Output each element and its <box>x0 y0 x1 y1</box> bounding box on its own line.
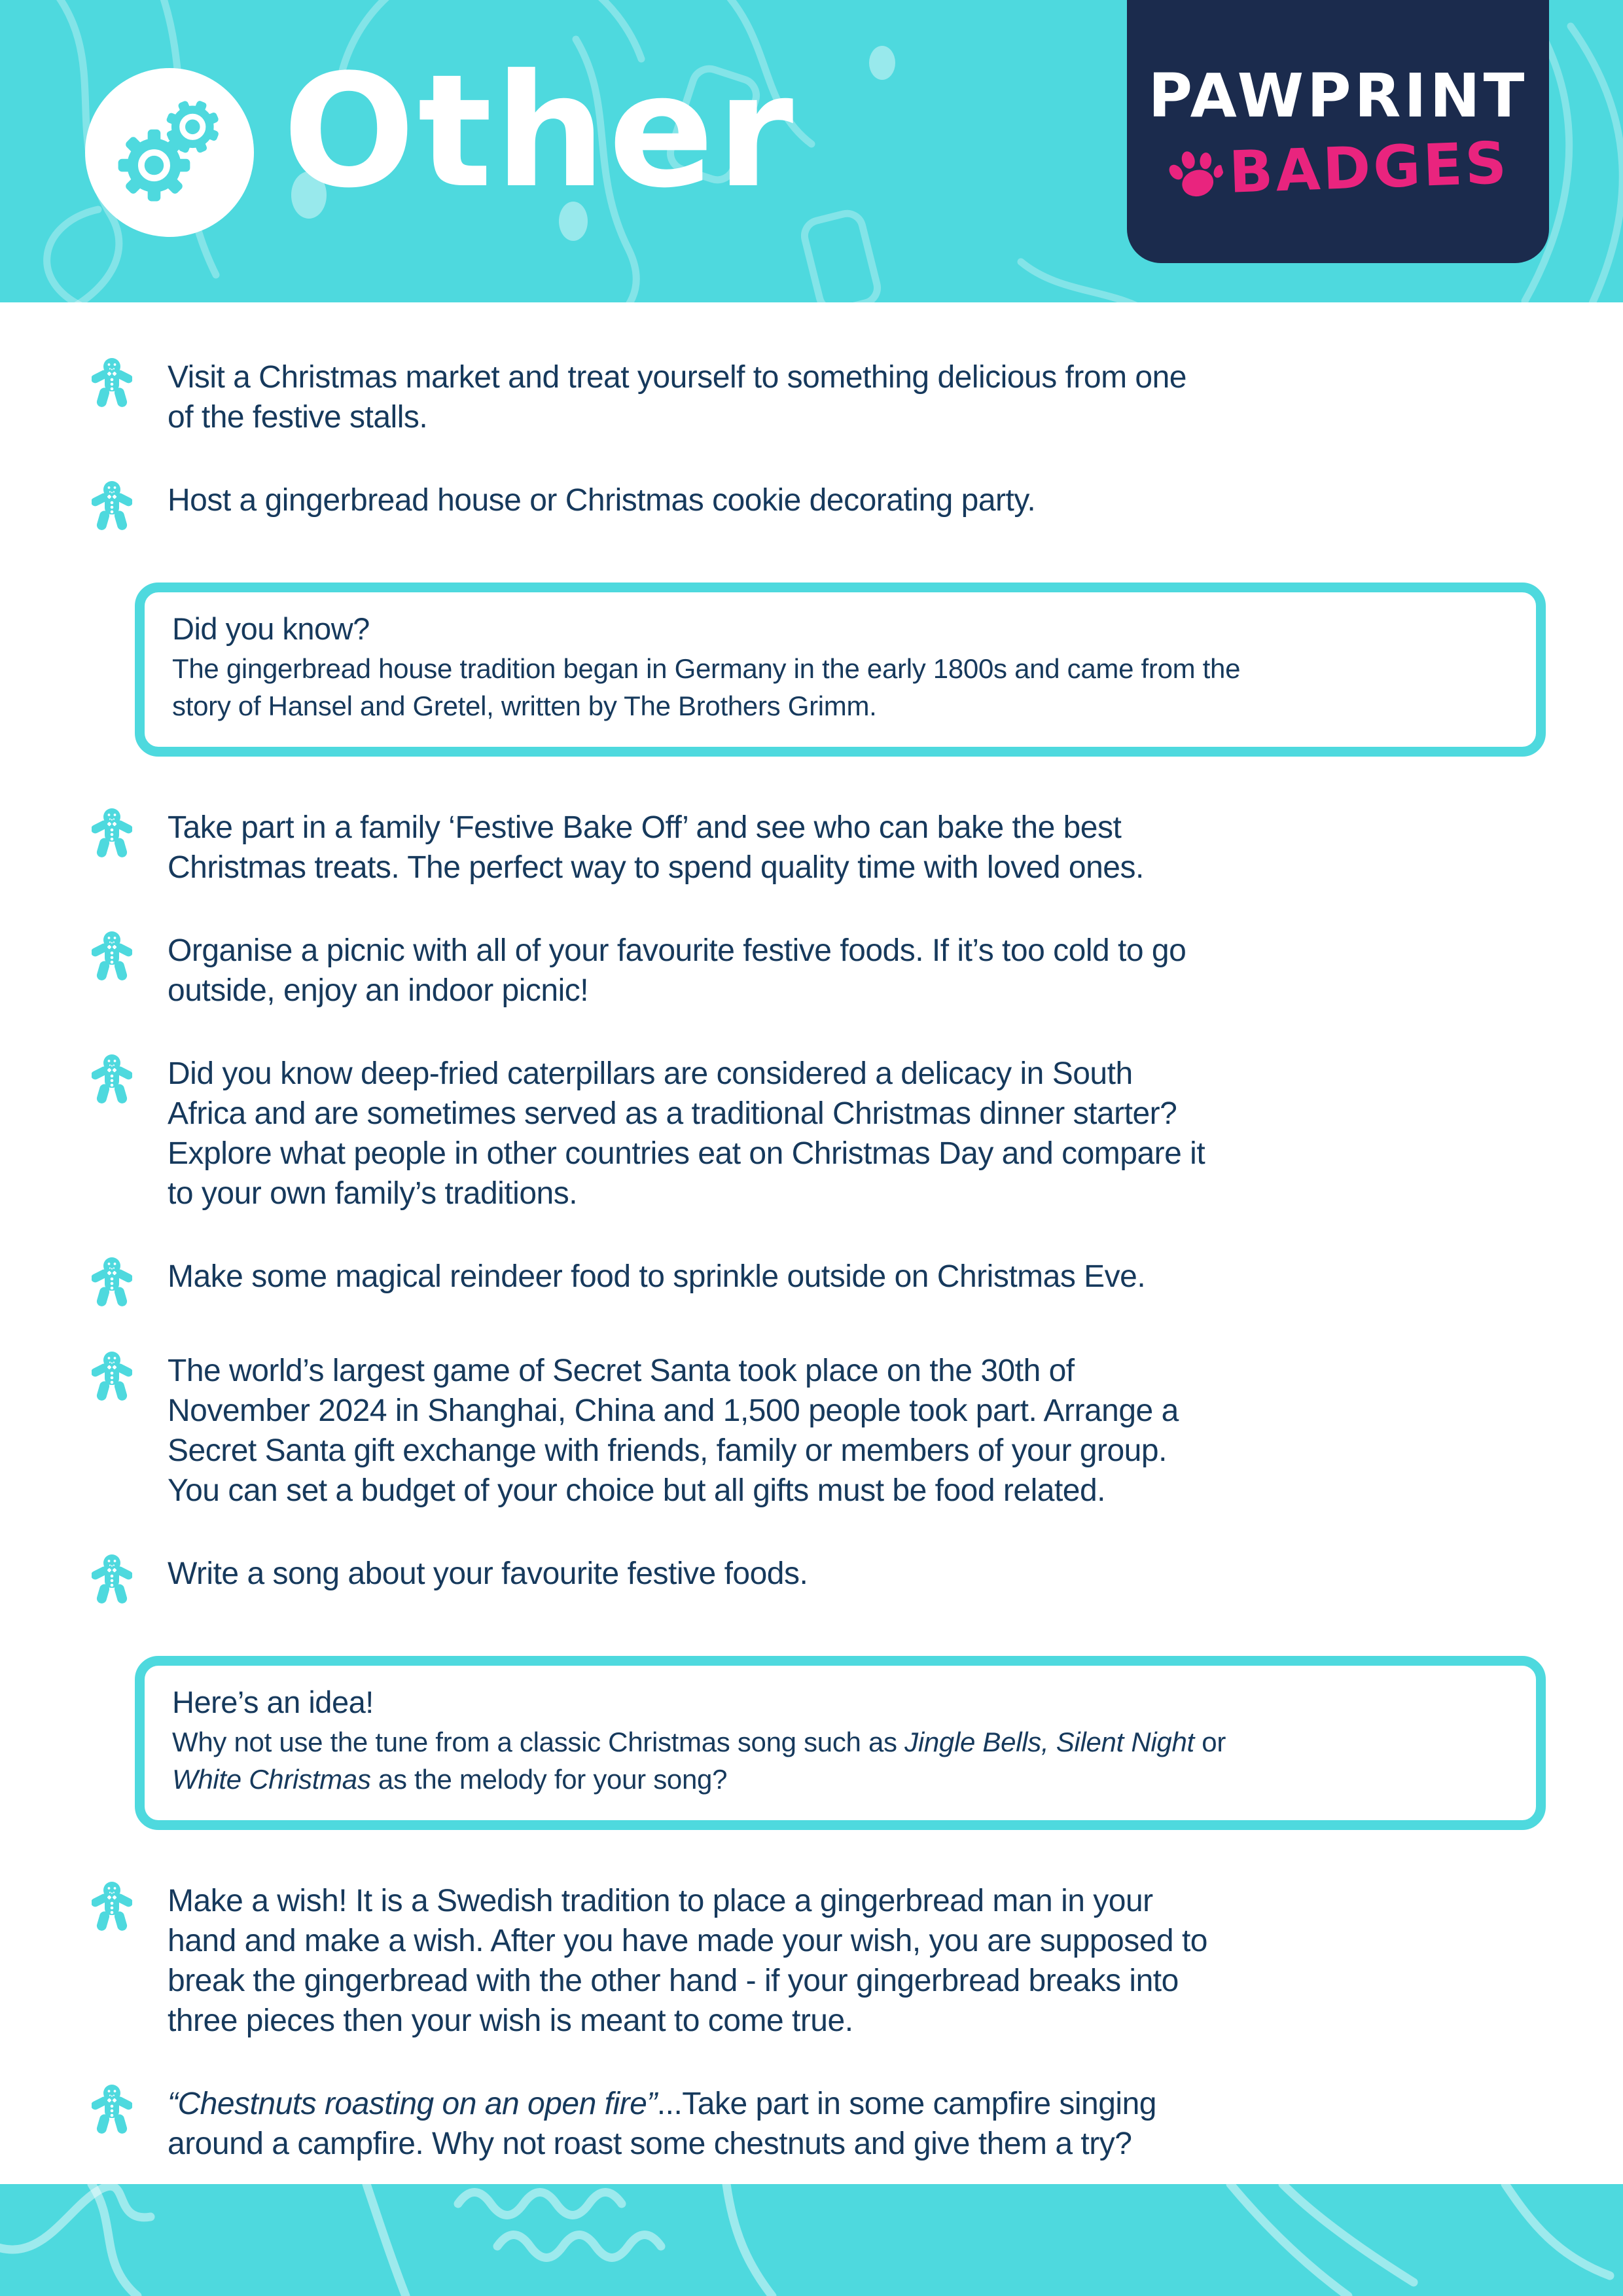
activity-text: “Chestnuts roasting on an open fire”...Take part in some campfire singing around a campfire. Why not roast some chestnuts and give them a try? <box>168 2087 1156 2161</box>
callout-title: Here’s an idea! <box>172 1685 374 1719</box>
gingerbread-man-icon <box>92 1554 132 1605</box>
gingerbread-man-icon <box>92 1351 132 1402</box>
activity-item <box>92 1881 1531 2041</box>
logo-text-badges: BADGES <box>1227 128 1510 206</box>
activity-text: Take part in a family ‘Festive Bake Off’ and see who can bake the best Christmas treats. The perfect way to spend quality time with loved ones. <box>168 810 1144 885</box>
activity-item <box>92 1351 1531 1511</box>
gingerbread-man-icon <box>92 1257 132 1308</box>
gingerbread-man-icon <box>92 480 132 531</box>
activity-item <box>92 808 1531 888</box>
logo-row <box>1166 129 1510 208</box>
page-footer <box>0 2184 1623 2296</box>
content-area <box>0 302 1623 2184</box>
page-header <box>0 0 1623 302</box>
paw-icon <box>1162 141 1228 206</box>
pawprint-badges-logo <box>1127 0 1549 263</box>
logo-text-pawprint: PAWPRINT <box>1148 61 1528 131</box>
festive-doodles-footer <box>0 2184 1623 2296</box>
page-title: Other <box>283 41 796 223</box>
gingerbread-man-icon <box>92 808 132 859</box>
activity-item <box>92 1054 1531 1213</box>
activity-item <box>92 931 1531 1011</box>
activity-text: Make a wish! It is a Swedish tradition to place a gingerbread man in your hand and make a wish. After you have made your wish, you are supposed to break the gingerbread with the other hand - if your gingerbread breaks into three pieces then your wish is meant to come true. <box>168 1884 1207 2038</box>
activity-text: Host a gingerbread house or Christmas cookie decorating party. <box>168 483 1036 518</box>
callout-box <box>135 583 1546 757</box>
activity-text: Make some magical reindeer food to sprinkle outside on Christmas Eve. <box>168 1259 1146 1294</box>
activity-text: Organise a picnic with all of your favourite festive foods. If it’s too cold to go outside, enjoy an indoor picnic! <box>168 933 1186 1008</box>
activity-item <box>92 1554 1531 1605</box>
category-badge <box>85 68 254 237</box>
gingerbread-man-icon <box>92 357 132 408</box>
activity-item <box>92 480 1531 531</box>
gears-icon <box>105 88 234 217</box>
gingerbread-man-icon <box>92 1881 132 1932</box>
activity-item <box>92 357 1531 437</box>
gingerbread-man-icon <box>92 931 132 982</box>
activity-text: Write a song about your favourite festive foods. <box>168 1556 808 1591</box>
activity-text: The world’s largest game of Secret Santa took place on the 30th of November 2024 in Shanghai, China and 1,500 people took part. Arrange a Secret Santa gift exchange with friends, family or members of your group. You can set a budget of your choice but all gifts must be food related. <box>168 1354 1179 1508</box>
activity-item <box>92 1257 1531 1308</box>
callout-box <box>135 1656 1546 1830</box>
activity-text: Did you know deep-fried caterpillars are considered a delicacy in South Africa and are sometimes served as a traditional Christmas dinner starter? Explore what people in other countries eat on Christmas Day and compare it to your own family’s traditions. <box>168 1056 1205 1211</box>
content-blocks <box>92 357 1531 2258</box>
activity-item <box>92 2084 1531 2164</box>
callout-text: The gingerbread house tradition began in Germany in the early 1800s and came from the story of Hansel and Gretel, written by The Brothers Grimm. <box>172 653 1241 721</box>
activity-text: Visit a Christmas market and treat yourself to something delicious from one of the festive stalls. <box>168 360 1186 435</box>
gingerbread-man-icon <box>92 1054 132 1105</box>
callout-title: Did you know? <box>172 611 370 646</box>
gingerbread-man-icon <box>92 2084 132 2135</box>
callout-text: Why not use the tune from a classic Christmas song such as Jingle Bells, Silent Night or White Christmas as the melody for your song? <box>172 1727 1226 1795</box>
